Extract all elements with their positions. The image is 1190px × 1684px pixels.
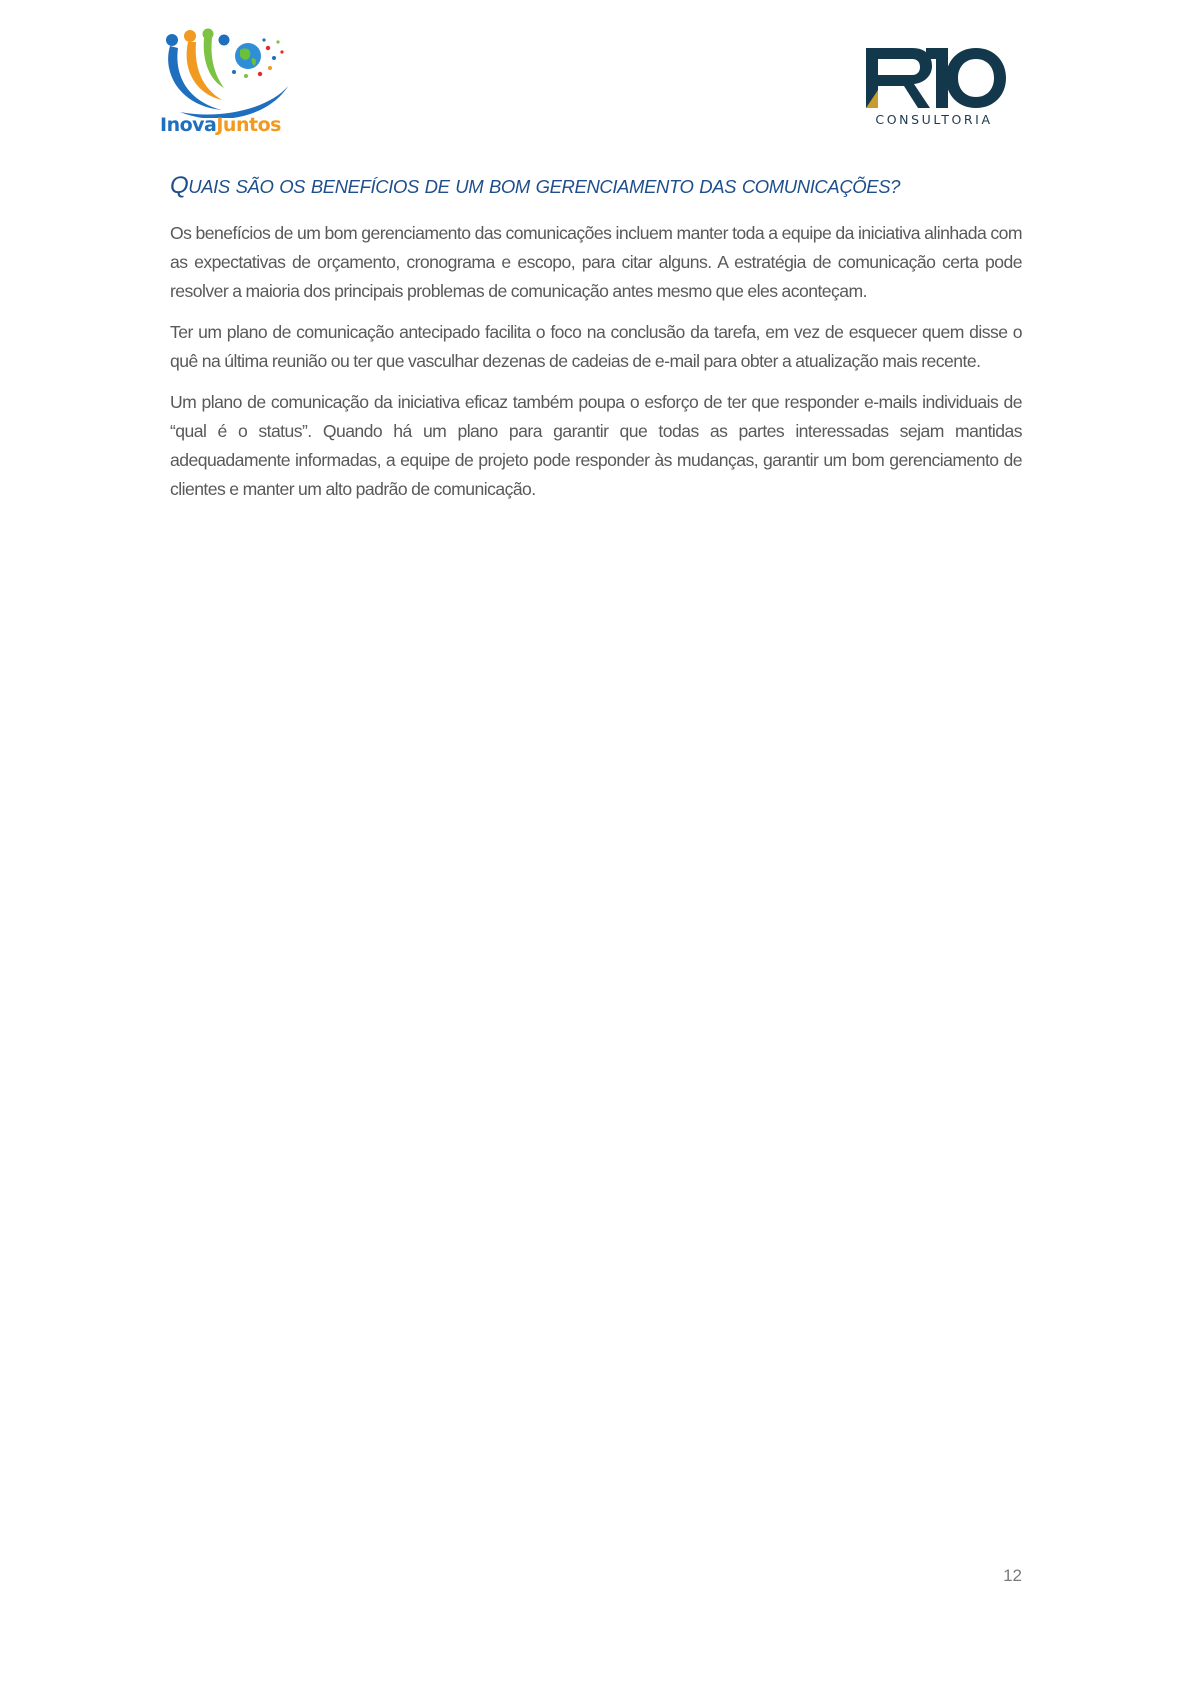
inovajuntos-logo	[160, 28, 295, 143]
paragraph-1: Os benefícios de um bom gerenciamento das comunicações incluem manter toda a equipe da iniciativa alinhada com as expectativas de orçamento, cronograma e escopo, para citar alguns. A estratégia de comunicação certa pode resolver a maioria dos principais problemas de comunicação antes mesmo que eles aconteçam.	[170, 223, 1022, 301]
logo-subtitle-consultoria: CONSULTORIA	[875, 112, 993, 127]
body-text	[170, 219, 1022, 516]
paragraph-3: Um plano de comunicação da iniciativa eficaz também poupa o esforço de ter que responder e-mails individuais de “qual é o status”. Quando há um plano para garantir que todas as partes interessadas sejam mantidas adequadamente informadas, a equipe de projeto pode responder às mudanças, garantir um bom gerenciamento de clientes e manter um alto padrão de comunicação.	[170, 392, 1022, 499]
inovajuntos-logo-icon	[160, 28, 295, 118]
logo-word-juntos: Juntos	[216, 114, 281, 136]
logo-word-inova: Inova	[160, 114, 217, 136]
r10-consultoria-logo	[864, 46, 1009, 131]
page-number: 12	[1003, 1566, 1022, 1585]
section-heading	[170, 172, 1030, 200]
paragraph-2: Ter um plano de comunicação antecipado facilita o foco na conclusão da tarefa, em vez de esquecer quem disse o quê na última reunião ou ter que vasculhar dezenas de cadeias de e-mail para obter a atualização mais recente.	[170, 322, 1022, 371]
r10-logo-icon	[864, 46, 1009, 110]
inovajuntos-wordmark	[160, 114, 295, 136]
heading-text: QUAIS SÃO OS BENEFÍCIOS DE UM BOM GERENCIAMENTO DAS COMUNICAÇÕES?	[170, 172, 901, 199]
